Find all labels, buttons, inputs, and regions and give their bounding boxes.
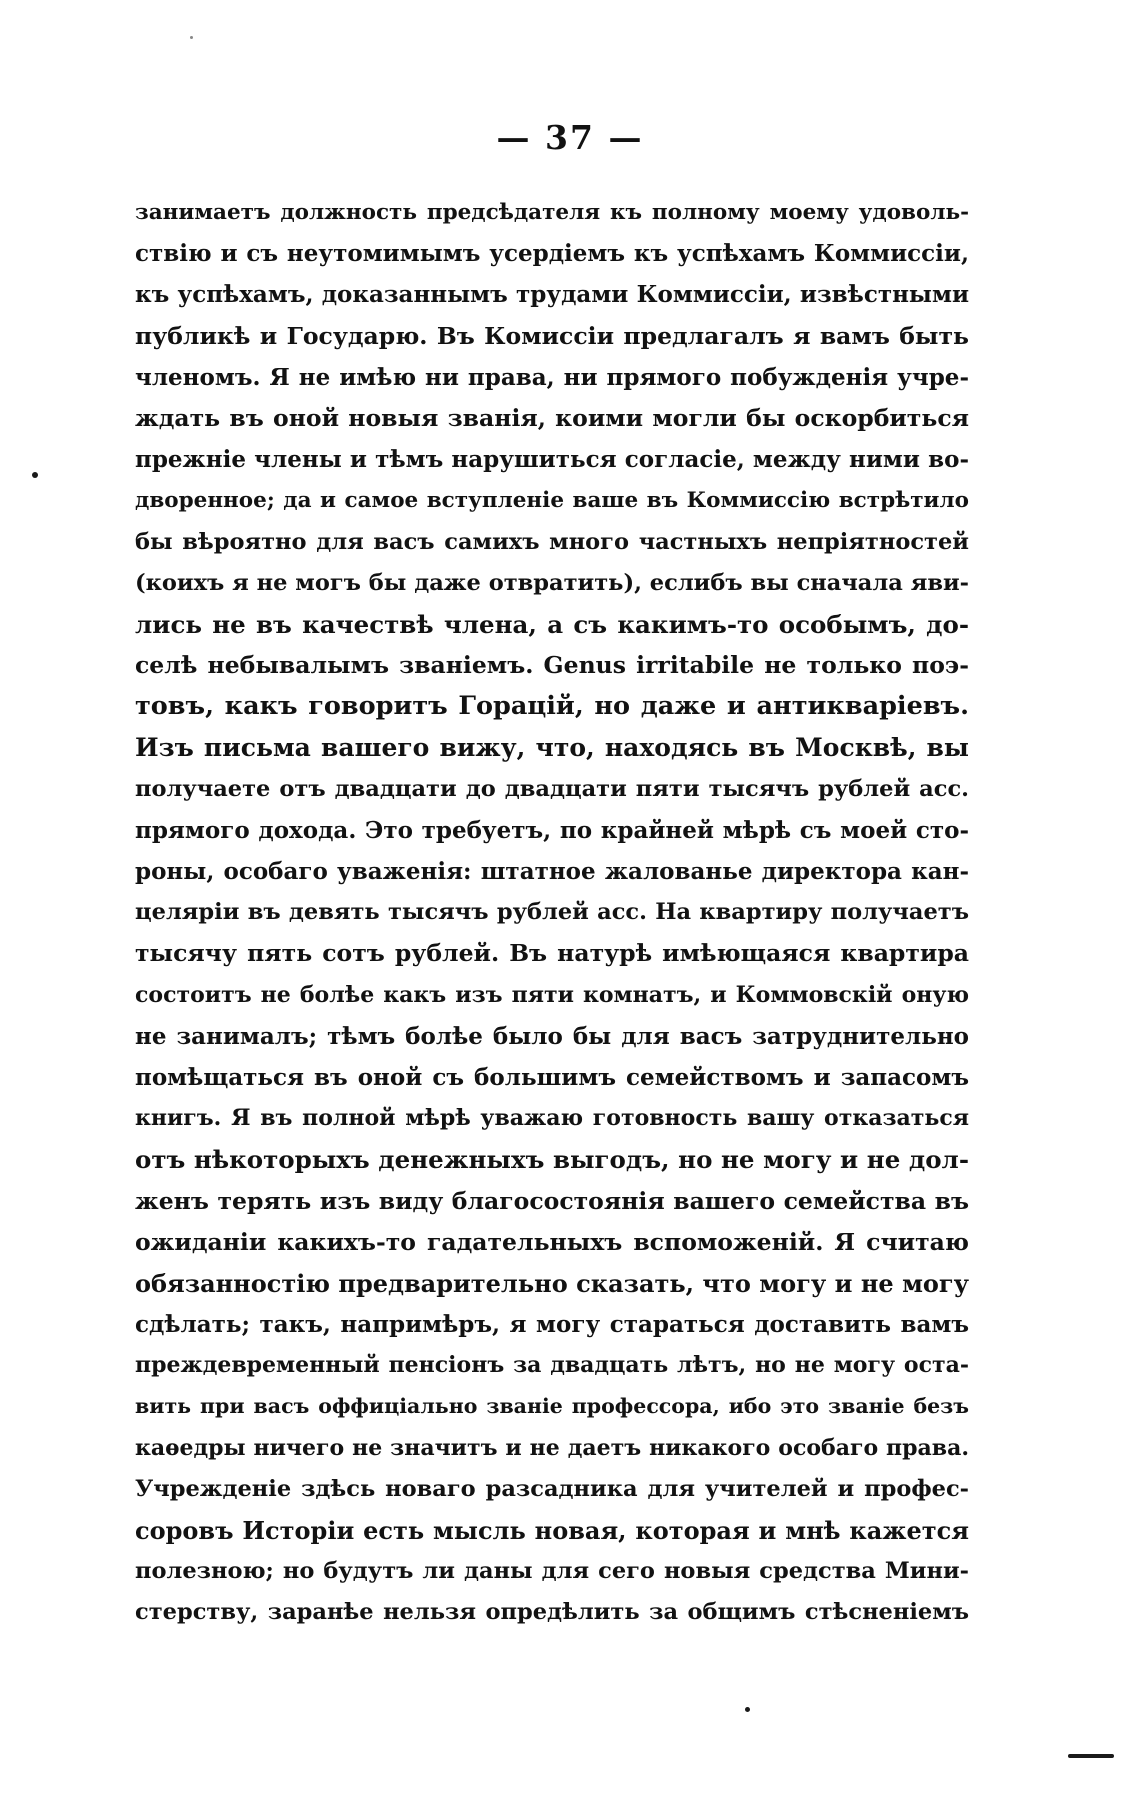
text-line: вить при васъ оффиціально званіе профессора, ибо это званіе безъ (135, 1394, 969, 1419)
text-line: помѣщаться въ оной съ большимъ семействомъ и запасомъ (135, 1063, 969, 1091)
scan-speck (190, 36, 193, 39)
text-line: не занималъ; тѣмъ болѣе было бы для васъ затруднительно (135, 1022, 969, 1050)
text-line: ствію и съ неутомимымъ усердіемъ къ успѣхамъ Коммиссіи, (135, 240, 969, 268)
text-line: тысячу пять сотъ рублей. Въ натурѣ имѣющаяся квартира (135, 939, 969, 968)
text-line: лись не въ качествѣ члена, а съ какимъ-то особымъ, до- (135, 609, 969, 639)
text-line: соровъ Исторіи есть мысль новая, которая и мнѣ кажется (135, 1516, 969, 1545)
text-line: получаете отъ двадцати до двадцати пяти тысячъ рублей асс. (135, 775, 969, 802)
text-line: роны, особаго уваженія: штатное жалованье директора кан- (135, 858, 969, 885)
text-line: публикѣ и Государю. Въ Комиссіи предлагалъ я вамъ быть (135, 321, 969, 350)
text-line: женъ терять изъ виду благосостоянія вашего семейства въ (135, 1186, 969, 1215)
text-line: бы вѣроятно для васъ самихъ много частныхъ непріятностей (135, 528, 969, 555)
text-line: товъ, какъ говоритъ Горацій, но даже и антикваріевъ. (135, 691, 969, 722)
text-line: стерству, заранѣе нельзя опредѣлить за общимъ стѣсненіемъ (135, 1599, 969, 1626)
text-line: обязанностію предварительно сказать, что могу и не могу (135, 1268, 969, 1298)
text-line: сдѣлать; такъ, напримѣръ, я могу стараться доставить вамъ (135, 1311, 969, 1339)
text-line: прямого дохода. Это требуетъ, по крайней мѣрѣ съ моей сто- (135, 816, 969, 844)
text-line: прежніе члены и тѣмъ нарушиться согласіе, между ними во- (135, 446, 969, 474)
text-line: селѣ небывалымъ званіемъ. Genus irritabile не только поэ- (135, 651, 969, 680)
text-line: дворенное; да и самое вступленіе ваше въ Коммиссію встрѣтило (135, 488, 969, 514)
text-line: занимаетъ должность предсѣдателя къ полному моему удоволь- (135, 200, 969, 225)
text-line: состоитъ не болѣе какъ изъ пяти комнатъ, и Коммовскій оную (135, 981, 969, 1008)
scan-speck (745, 1707, 750, 1712)
margin-mark (1068, 1754, 1114, 1758)
text-line: книгъ. Я въ полной мѣрѣ уважаю готовность вашу отказаться (135, 1105, 969, 1132)
text-line: отъ нѣкоторыхъ денежныхъ выгодъ, но не могу и не дол- (135, 1145, 969, 1175)
scan-speck (32, 472, 38, 478)
text-line: Учрежденіе здѣсь новаго разсадника для учителей и профес- (135, 1475, 969, 1502)
text-line: полезною; но будутъ ли даны для сего новыя средства Мини- (135, 1558, 969, 1585)
text-line: целяріи въ девять тысячъ рублей асс. На квартиру получаетъ (135, 899, 969, 926)
page-number: — 37 — (496, 118, 644, 157)
body-text (135, 192, 969, 1634)
text-line: ожиданіи какихъ-то гадательныхъ вспоможеній. Я считаю (135, 1227, 969, 1256)
text-line: преждевременный пенсіонъ за двадцать лѣтъ, но не могу оста- (135, 1352, 969, 1379)
text-line: Изъ письма вашего вижу, что, находясь въ Москвѣ, вы (135, 733, 969, 763)
text-line: членомъ. Я не имѣю ни права, ни прямого побужденія учре- (135, 363, 969, 391)
text-line: (коихъ я не могъ бы даже отвратить), еслибъ вы сначала яви- (135, 569, 969, 596)
text-line: ждать въ оной новыя званія, коими могли бы оскорбиться (135, 403, 969, 432)
text-line: къ успѣхамъ, доказаннымъ трудами Коммиссіи, извѣстными (135, 281, 969, 309)
text-line: каѳедры ничего не значитъ и не даетъ никакого особаго права. (135, 1434, 969, 1461)
